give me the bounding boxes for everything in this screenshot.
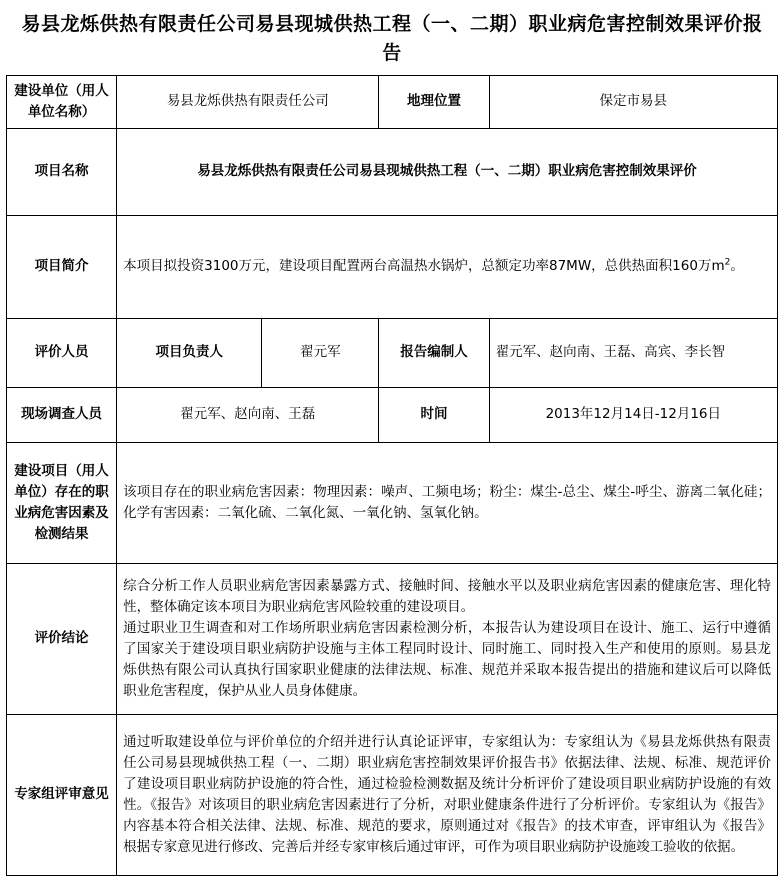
table-row [7, 442, 778, 563]
project-leader-label: 项目负责人 [117, 318, 262, 387]
construction-unit-value: 易县龙烁供热有限责任公司 [117, 76, 379, 129]
time-value: 2013年12月14日-12月16日 [489, 387, 777, 442]
conclusion-label: 评价结论 [7, 563, 117, 714]
conclusion-paragraph-1: 综合分析工作人员职业病危害因素暴露方式、接触时间、接触水平以及职业病危害因素的健康危害、理化特性，整体确定该本项目为职业病危害风险较重的建设项目。 [123, 578, 771, 615]
conclusion-value [117, 563, 778, 714]
survey-staff-value: 翟元军、赵向南、王磊 [117, 387, 379, 442]
table-row [7, 215, 778, 318]
project-name-label: 项目名称 [7, 128, 117, 215]
page-title: 易县龙烁供热有限责任公司易县现城供热工程（一、二期）职业病危害控制效果评价报告 [21, 13, 763, 64]
table-row [7, 76, 778, 129]
project-leader-value: 翟元军 [262, 318, 379, 387]
expert-opinion-value: 通过听取建设单位与评价单位的介绍并进行认真论证评审，专家组认为：专家组认为《易县龙烁供热有限责任公司易县现城供热工程（一、二期）职业病危害控制效果评价报告书》依据法律、法规、标准、规范评价了建设项目职业病防护设施的符合性，通过检验检测数据及统计分析评价了建设项目职业病防护设施的有效性。《报告》对该项目的职业病危害因素进行了分析，对职业健康条件进行了分析评价。专家组认为《报告》内容基本符合相关法律、法规、标准、规范的要求，原则通过对《报告》的技术审查，评审组认为《报告》根据专家意见进行修改、完善后并经专家审核后通过审评，可作为项目职业病防护设施竣工验收的依据。 [117, 714, 778, 875]
table-row [7, 714, 778, 875]
evaluation-report-table [6, 75, 778, 876]
project-intro-unit: m [711, 258, 725, 275]
time-label: 时间 [379, 387, 489, 442]
hazard-factors-label: 建设项目（用人单位）存在的职业病危害因素及检测结果 [7, 442, 117, 563]
project-intro-unit-exponent: 2 [724, 257, 731, 268]
survey-staff-label: 现场调查人员 [7, 387, 117, 442]
hazard-factors-value: 该项目存在的职业病危害因素：物理因素：噪声、工频电场；粉尘：煤尘-总尘、煤尘-呼尘、游离二氧化硅；化学有害因素：二氧化硫、二氧化氮、一氧化钠、氢氧化钠。 [117, 442, 778, 563]
expert-opinion-label: 专家组评审意见 [7, 714, 117, 875]
staff-label: 评价人员 [7, 318, 117, 387]
table-row [7, 318, 778, 387]
report-compilers-label: 报告编制人 [379, 318, 489, 387]
location-label: 地理位置 [379, 76, 489, 129]
table-row [7, 128, 778, 215]
location-value: 保定市易县 [489, 76, 777, 129]
conclusion-paragraph-2: 通过职业卫生调查和对工作场所职业病危害因素检测分析，本报告认为建设项目在设计、施工、运行中遵循了国家关于建设项目职业病防护设施与主体工程同时设计、同时施工、同时投入生产和使用的原则。易县龙烁供热有限公司认真执行国家职业健康的法律法规、标准、规范并采取本报告提出的措施和建议后可以降低职业危害程度，保护从业人员身体健康。 [123, 619, 771, 699]
project-intro-label: 项目简介 [7, 215, 117, 318]
project-intro-period: 。 [730, 258, 744, 275]
construction-unit-label: 建设单位（用人单位名称） [7, 76, 117, 129]
project-name-value: 易县龙烁供热有限责任公司易县现城供热工程（一、二期）职业病危害控制效果评价 [117, 128, 778, 215]
report-compilers-value: 翟元军、赵向南、王磊、高宾、李长智 [489, 318, 777, 387]
project-intro-text: 本项目拟投资3100万元，建设项目配置两台高温热水锅炉，总额定功率87MW，总供热面积160万 [123, 258, 712, 275]
table-row [7, 563, 778, 714]
project-intro-value [117, 215, 778, 318]
table-row [7, 387, 778, 442]
